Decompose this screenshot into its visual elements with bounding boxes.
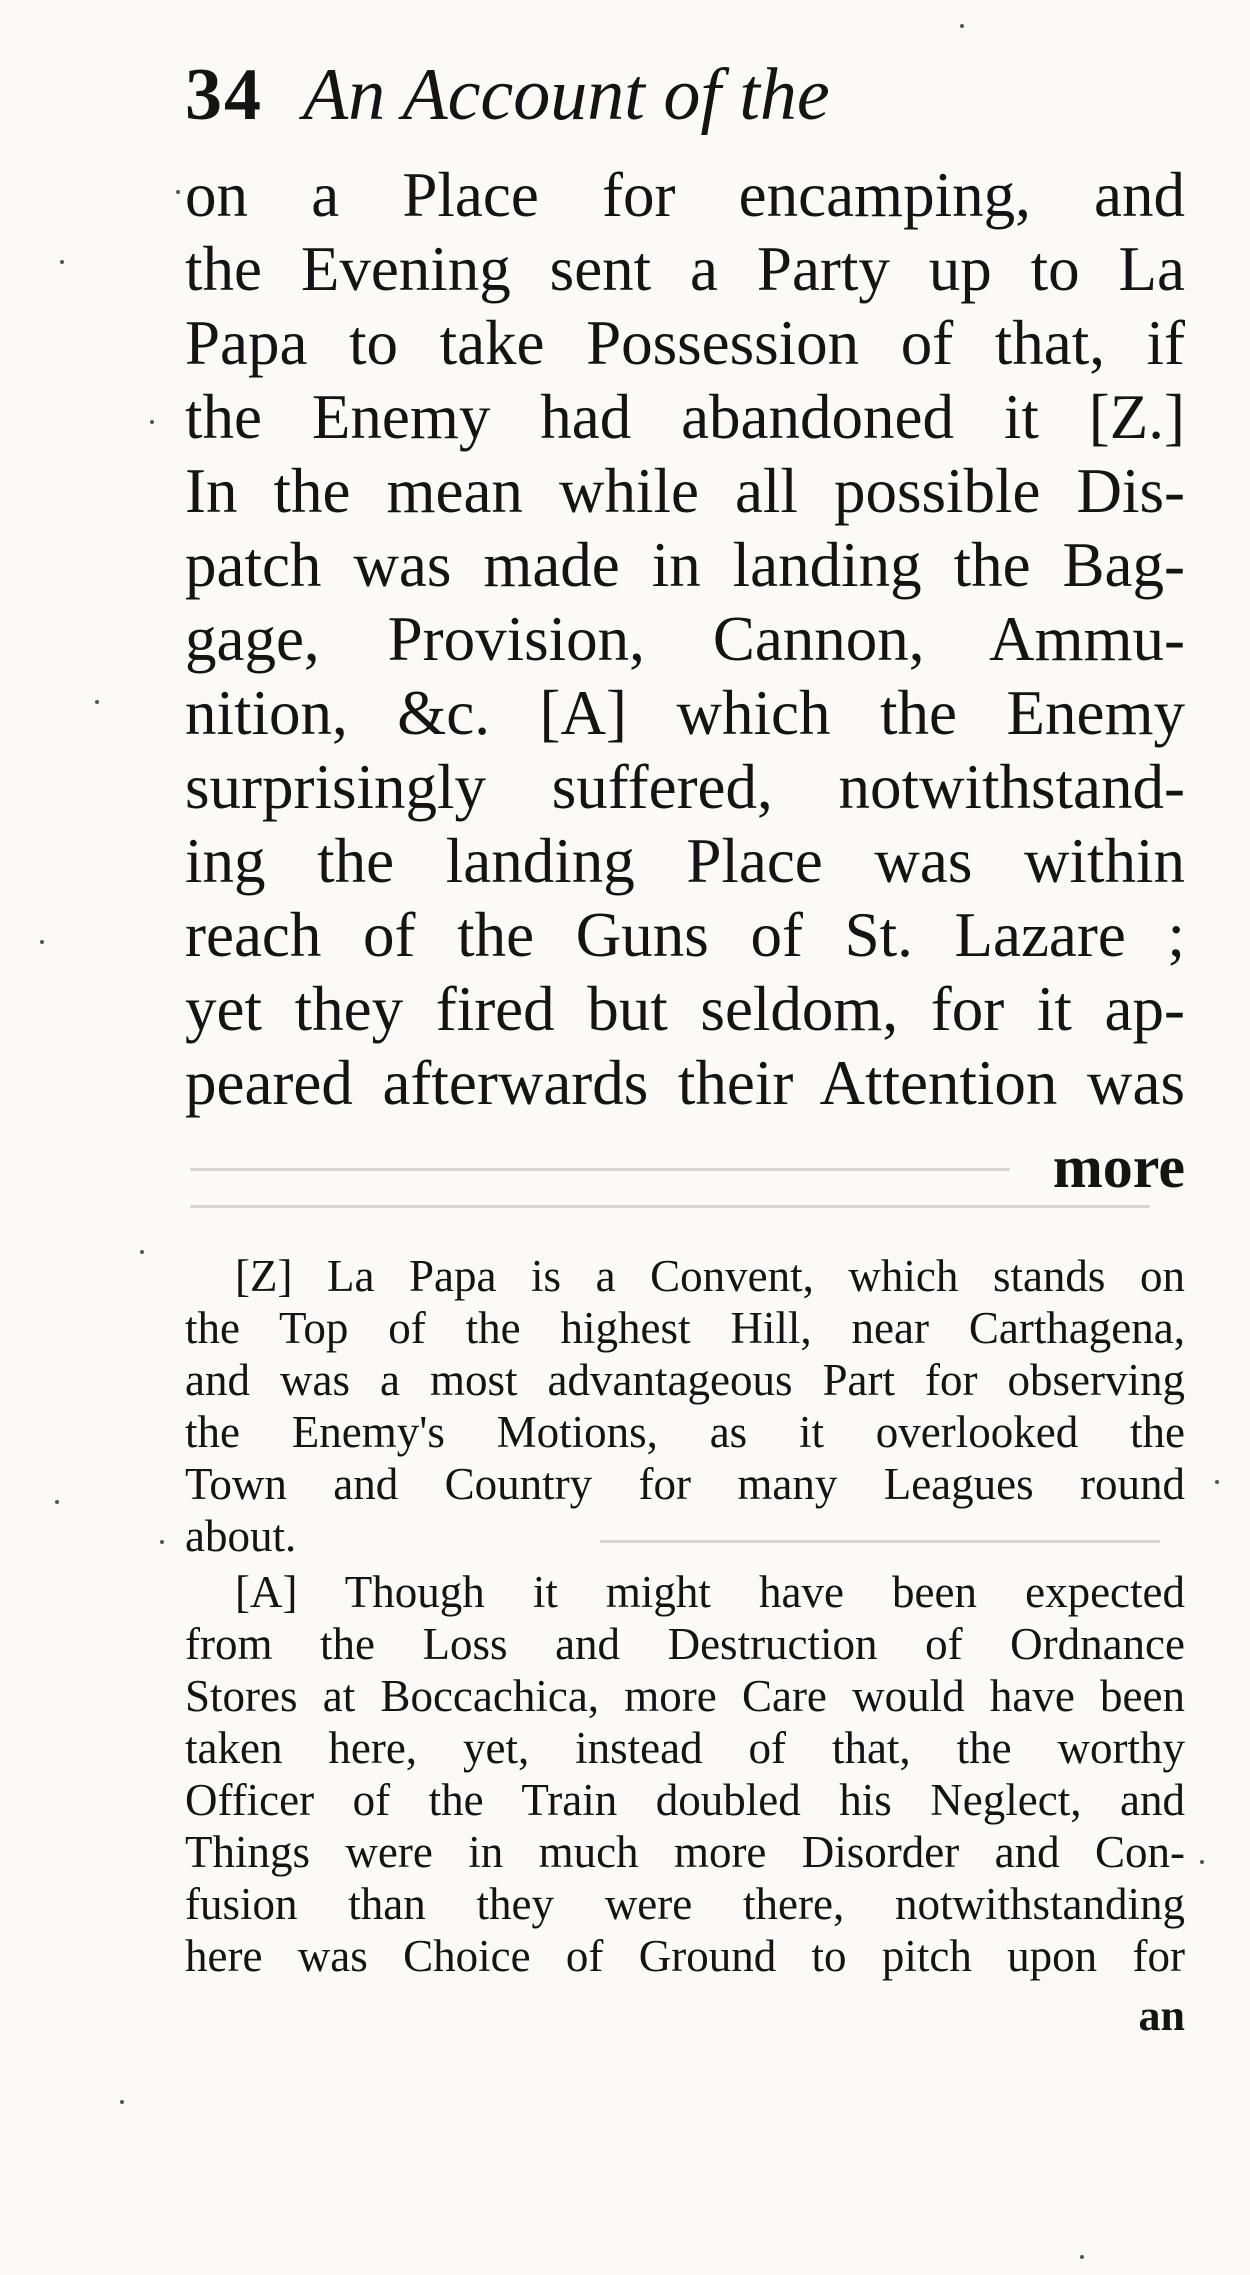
footnote-line: Things were in much more Disorder and Con- xyxy=(185,1827,1185,1877)
body-line: yet they fired but seldom, for it ap- xyxy=(185,974,1185,1044)
footnote-line: from the Loss and Destruction of Ordnance xyxy=(185,1619,1185,1669)
show-through-smudge xyxy=(190,1168,1010,1171)
body-line: ing the landing Place was within xyxy=(185,826,1185,896)
body-line: In the mean while all possible Dis- xyxy=(185,456,1185,526)
body-line: patch was made in landing the Bag- xyxy=(185,530,1185,600)
footnote-line: fusion than they were there, notwithstanding xyxy=(185,1879,1185,1929)
footnote-line: about. xyxy=(185,1511,297,1561)
running-title: An Account of the xyxy=(303,54,830,136)
footnote-line: Officer of the Train doubled his Neglect, and xyxy=(185,1775,1185,1825)
footnote-line: here was Choice of Ground to pitch upon for xyxy=(185,1931,1185,1981)
ink-speck xyxy=(55,1500,59,1504)
footnote-line: the Top of the highest Hill, near Carthagena, xyxy=(185,1303,1185,1353)
body-line: on a Place for encamping, and xyxy=(185,160,1185,230)
footnote-line: Town and Country for many Leagues round xyxy=(185,1459,1185,1509)
footnote-line: Stores at Boccachica, more Care would have been xyxy=(185,1671,1185,1721)
body-line: reach of the Guns of St. Lazare ; xyxy=(185,900,1185,970)
body-line: Papa to take Possession of that, if xyxy=(185,308,1185,378)
ink-speck xyxy=(1080,2255,1084,2259)
body-line: peared afterwards their Attention was xyxy=(185,1048,1185,1118)
ink-speck xyxy=(120,2100,124,2104)
page-number: 34 xyxy=(185,54,263,136)
body-line: nition, &c. [A] which the Enemy xyxy=(185,678,1185,748)
footnote-line: the Enemy's Motions, as it overlooked the xyxy=(185,1407,1185,1457)
show-through-smudge xyxy=(600,1540,1160,1543)
ink-speck xyxy=(160,1540,164,1544)
footnote-line: [A] Though it might have been expected xyxy=(235,1567,1185,1617)
footnote-line: [Z] La Papa is a Convent, which stands on xyxy=(235,1251,1185,1301)
ink-speck xyxy=(60,260,64,264)
body-line: gage, Provision, Cannon, Ammu- xyxy=(185,604,1185,674)
ink-speck xyxy=(1200,1860,1204,1864)
body-line: the Enemy had abandoned it [Z.] xyxy=(185,382,1185,452)
footnote-catchword: an xyxy=(1138,1991,1185,2040)
running-header xyxy=(185,50,1185,140)
footnote-line: and was a most advantageous Part for observing xyxy=(185,1355,1185,1405)
ink-speck xyxy=(95,700,99,704)
footnote-line: taken here, yet, instead of that, the worthy xyxy=(185,1723,1185,1773)
ink-speck xyxy=(960,24,964,28)
body-line: surprisingly suffered, notwithstand- xyxy=(185,752,1185,822)
ink-speck xyxy=(176,190,180,194)
body-line: the Evening sent a Party up to La xyxy=(185,234,1185,304)
ink-speck xyxy=(40,940,44,944)
catchword: more xyxy=(1052,1134,1185,1200)
show-through-smudge xyxy=(190,1205,1150,1208)
ink-speck xyxy=(140,1250,144,1254)
ink-speck xyxy=(150,420,154,424)
ink-speck xyxy=(1215,1480,1219,1484)
